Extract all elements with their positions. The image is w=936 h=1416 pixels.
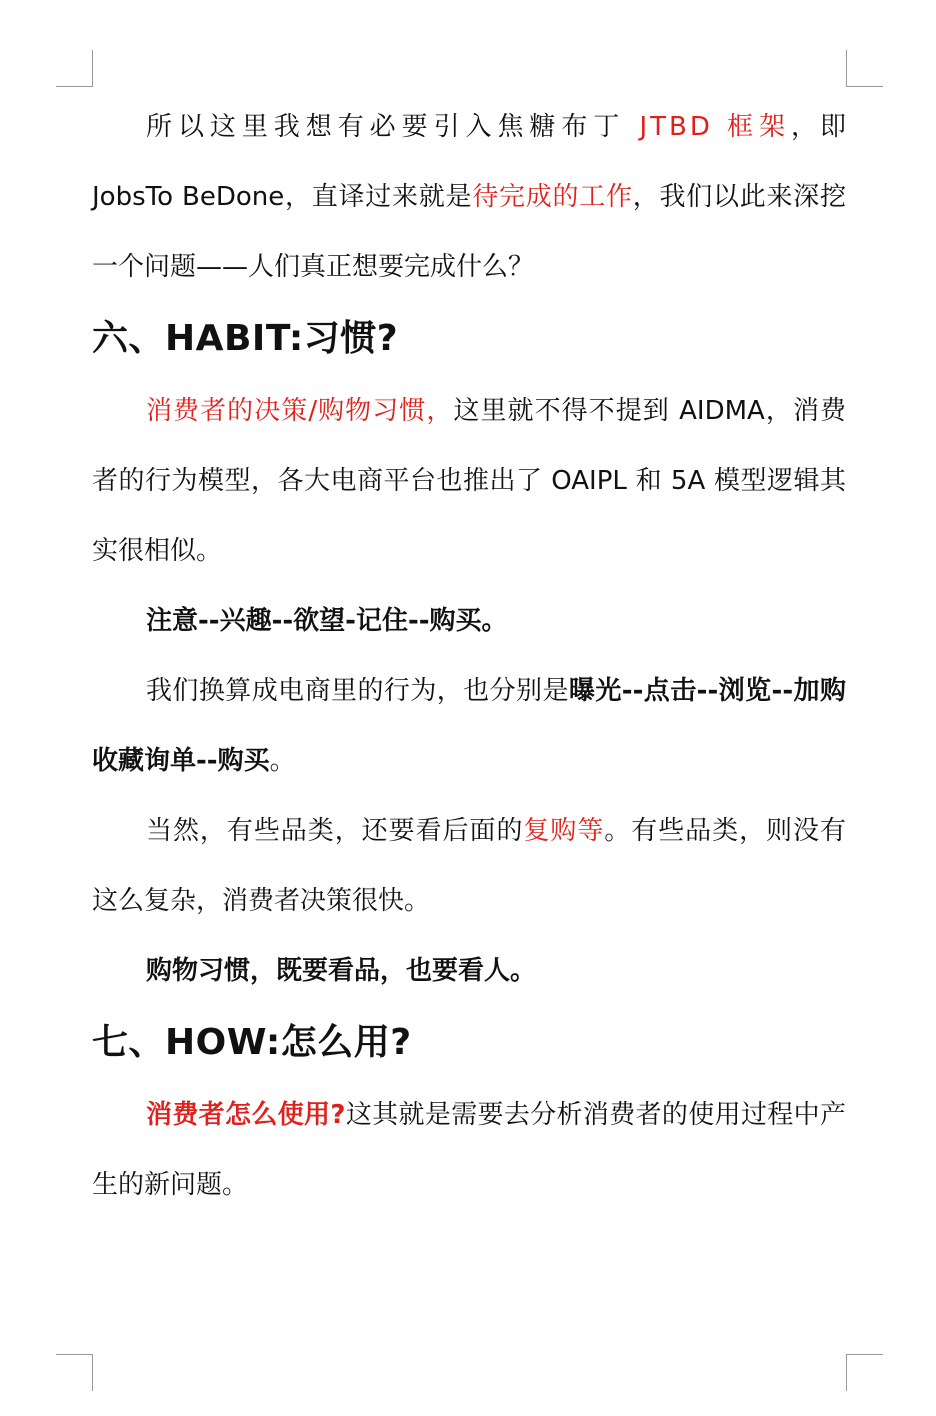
paragraph-jtbd — [92, 92, 846, 302]
text-run: 这里就不得不提到 AIDMA，消费者的行为模型，各大电商平台也推出了 OAIPL 和 5A 模型逻辑其实很相似。 — [92, 396, 846, 566]
highlight-jtbd: JTBD 框架 — [625, 112, 792, 142]
highlight-pending-work: 待完成的工作 — [472, 182, 633, 212]
document-body — [92, 92, 846, 1220]
highlight-repurchase: 复购等 — [523, 816, 605, 846]
text-run: 当然，有些品类，还要看后面的 — [146, 816, 524, 846]
paragraph-aidma-steps: 注意--兴趣--欲望-记住--购买。 — [146, 606, 508, 636]
bold-ecommerce-steps: 曝光--点击--浏览--加购收藏询单--购买 — [92, 676, 846, 776]
paragraph-ecommerce-steps — [92, 656, 846, 796]
page-corner-mark-top-left — [56, 50, 93, 87]
text-run: 。有些品类，则没有这么复杂，消费者决策很快。 — [92, 816, 846, 916]
paragraph-habit — [92, 376, 846, 586]
page-corner-mark-top-right — [846, 50, 883, 87]
section-heading-habit: 六、HABIT:习惯? — [92, 318, 399, 359]
page-corner-mark-bottom-left — [56, 1354, 93, 1391]
text-run: 所以这里我想有必要引入焦糖布丁 — [146, 112, 626, 142]
paragraph-how — [92, 1080, 846, 1220]
page-corner-mark-bottom-right — [846, 1354, 883, 1391]
text-run: 这其就是需要去分析消费者的使用过程中产生的新问题。 — [92, 1100, 846, 1200]
highlight-decision-habit: 消费者的决策/购物习惯， — [146, 396, 454, 426]
paragraph-categories — [92, 796, 846, 936]
text-run: 。 — [269, 746, 296, 776]
paragraph-habit-summary: 购物习惯，既要看品，也要看人。 — [146, 956, 537, 986]
text-run: ，即 JobsTo BeDone，直译过来就是 — [92, 112, 846, 212]
text-run: 我们换算成电商里的行为，也分别是 — [146, 676, 569, 706]
highlight-how-use: 消费者怎么使用? — [146, 1100, 346, 1130]
section-heading-how: 七、HOW:怎么用? — [92, 1022, 412, 1063]
text-run: ，我们以此来深挖一个问题——人们真正想要完成什么？ — [92, 182, 846, 282]
